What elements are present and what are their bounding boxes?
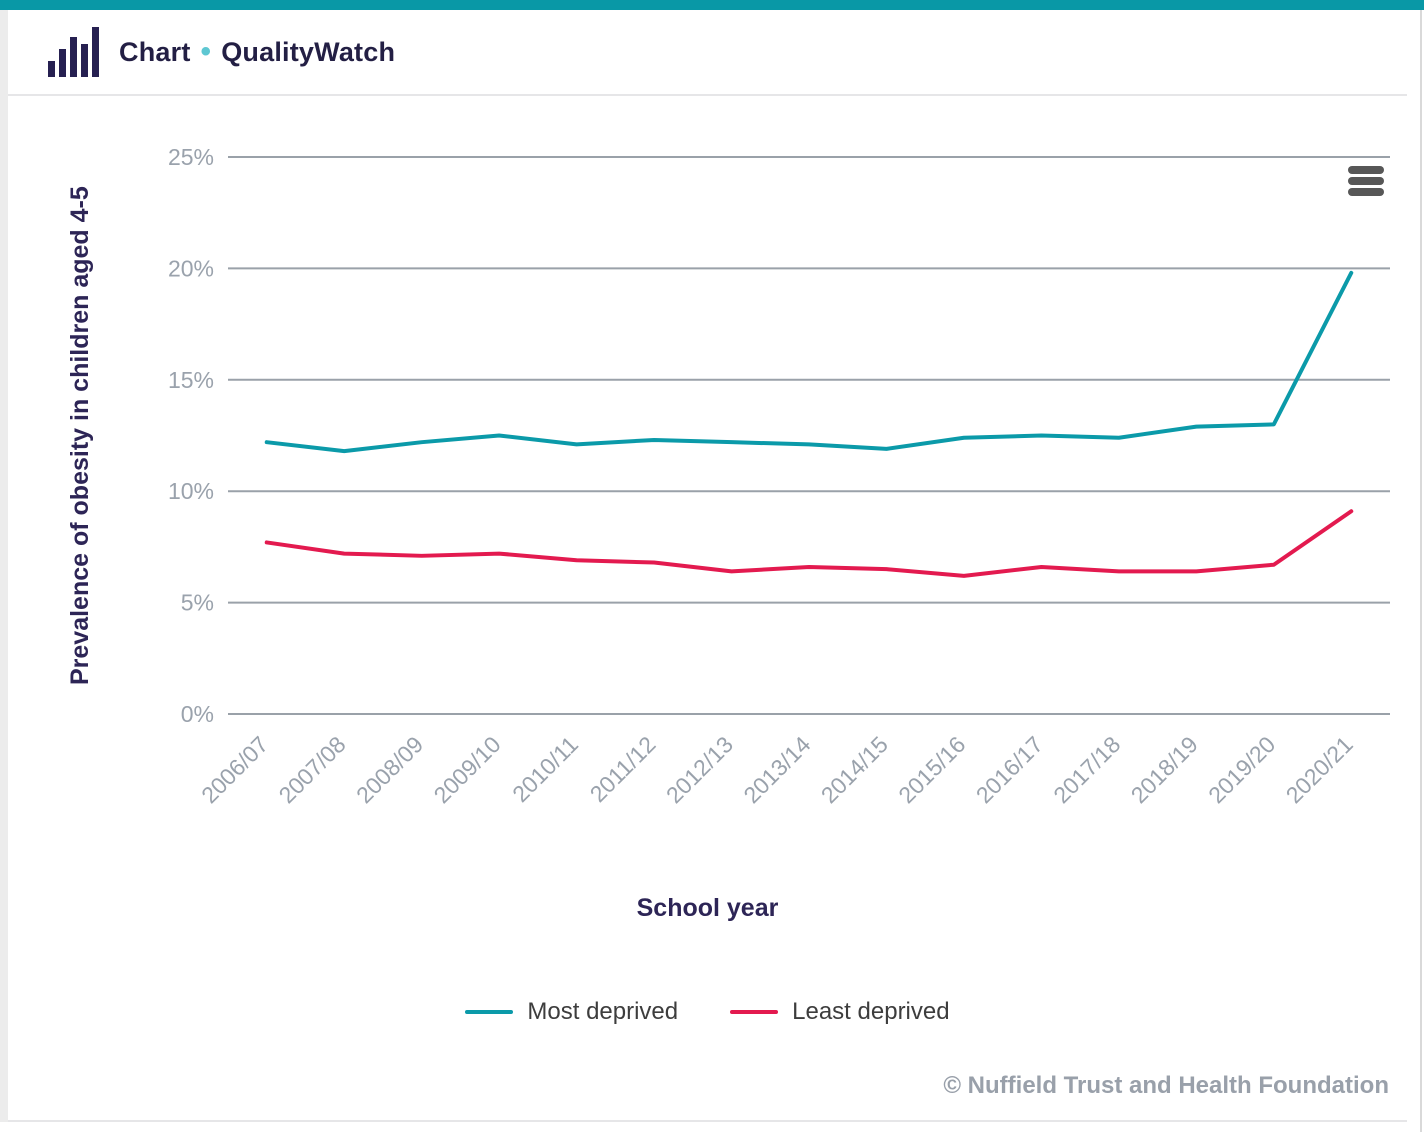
x-tick-label: 2006/07	[196, 731, 274, 809]
legend-label: Most deprived	[527, 998, 679, 1025]
series-line-least-deprived	[267, 511, 1352, 576]
x-tick-label: 2012/13	[660, 731, 739, 809]
copyright-text: © Nuffield Trust and Health Foundation	[943, 1072, 1389, 1099]
y-tick-label: 20%	[167, 255, 214, 282]
legend	[8, 998, 1407, 1026]
x-tick-label: 2015/16	[893, 731, 971, 809]
x-tick-label: 2010/11	[507, 731, 584, 808]
header	[8, 10, 1407, 96]
x-tick-label: 2019/20	[1203, 731, 1281, 809]
x-tick-label: 2007/08	[273, 731, 351, 809]
brand	[119, 37, 395, 68]
line-chart	[8, 96, 1407, 836]
bar-chart-icon	[48, 27, 99, 77]
separator-dot-icon: •	[200, 35, 212, 68]
x-tick-label: 2011/12	[584, 731, 661, 808]
x-tick-label: 2009/10	[428, 731, 506, 809]
legend-line-swatch	[730, 1010, 778, 1014]
legend-line-swatch	[465, 1010, 513, 1014]
chart-area	[8, 96, 1407, 1122]
x-tick-label: 2018/19	[1125, 731, 1203, 809]
x-tick-label: 2013/14	[738, 731, 816, 809]
y-tick-label: 15%	[167, 366, 214, 393]
left-gutter	[0, 10, 8, 1122]
hamburger-icon[interactable]	[1348, 166, 1384, 198]
y-tick-label: 0%	[180, 701, 214, 727]
x-tick-label: 2016/17	[970, 731, 1048, 809]
brand-name: QualityWatch	[221, 36, 396, 67]
x-tick-label: 2020/21	[1280, 731, 1358, 809]
y-tick-label: 10%	[167, 478, 214, 505]
x-tick-label: 2014/15	[815, 731, 894, 809]
top-accent-bar	[0, 0, 1424, 10]
x-axis-title: School year	[636, 894, 779, 922]
x-tick-label: 2008/09	[351, 731, 429, 809]
x-tick-label: 2017/18	[1048, 731, 1126, 809]
y-tick-label: 25%	[167, 144, 214, 170]
legend-item-least-deprived[interactable]	[730, 998, 949, 1026]
legend-item-most-deprived[interactable]	[465, 998, 678, 1026]
y-axis-title: Prevalence of obesity in children aged 4-5	[66, 186, 94, 686]
legend-label: Least deprived	[792, 998, 950, 1025]
header-title: Chart	[119, 36, 191, 67]
right-border	[1420, 10, 1422, 1132]
series-line-most-deprived	[267, 273, 1352, 451]
y-tick-label: 5%	[180, 589, 214, 616]
